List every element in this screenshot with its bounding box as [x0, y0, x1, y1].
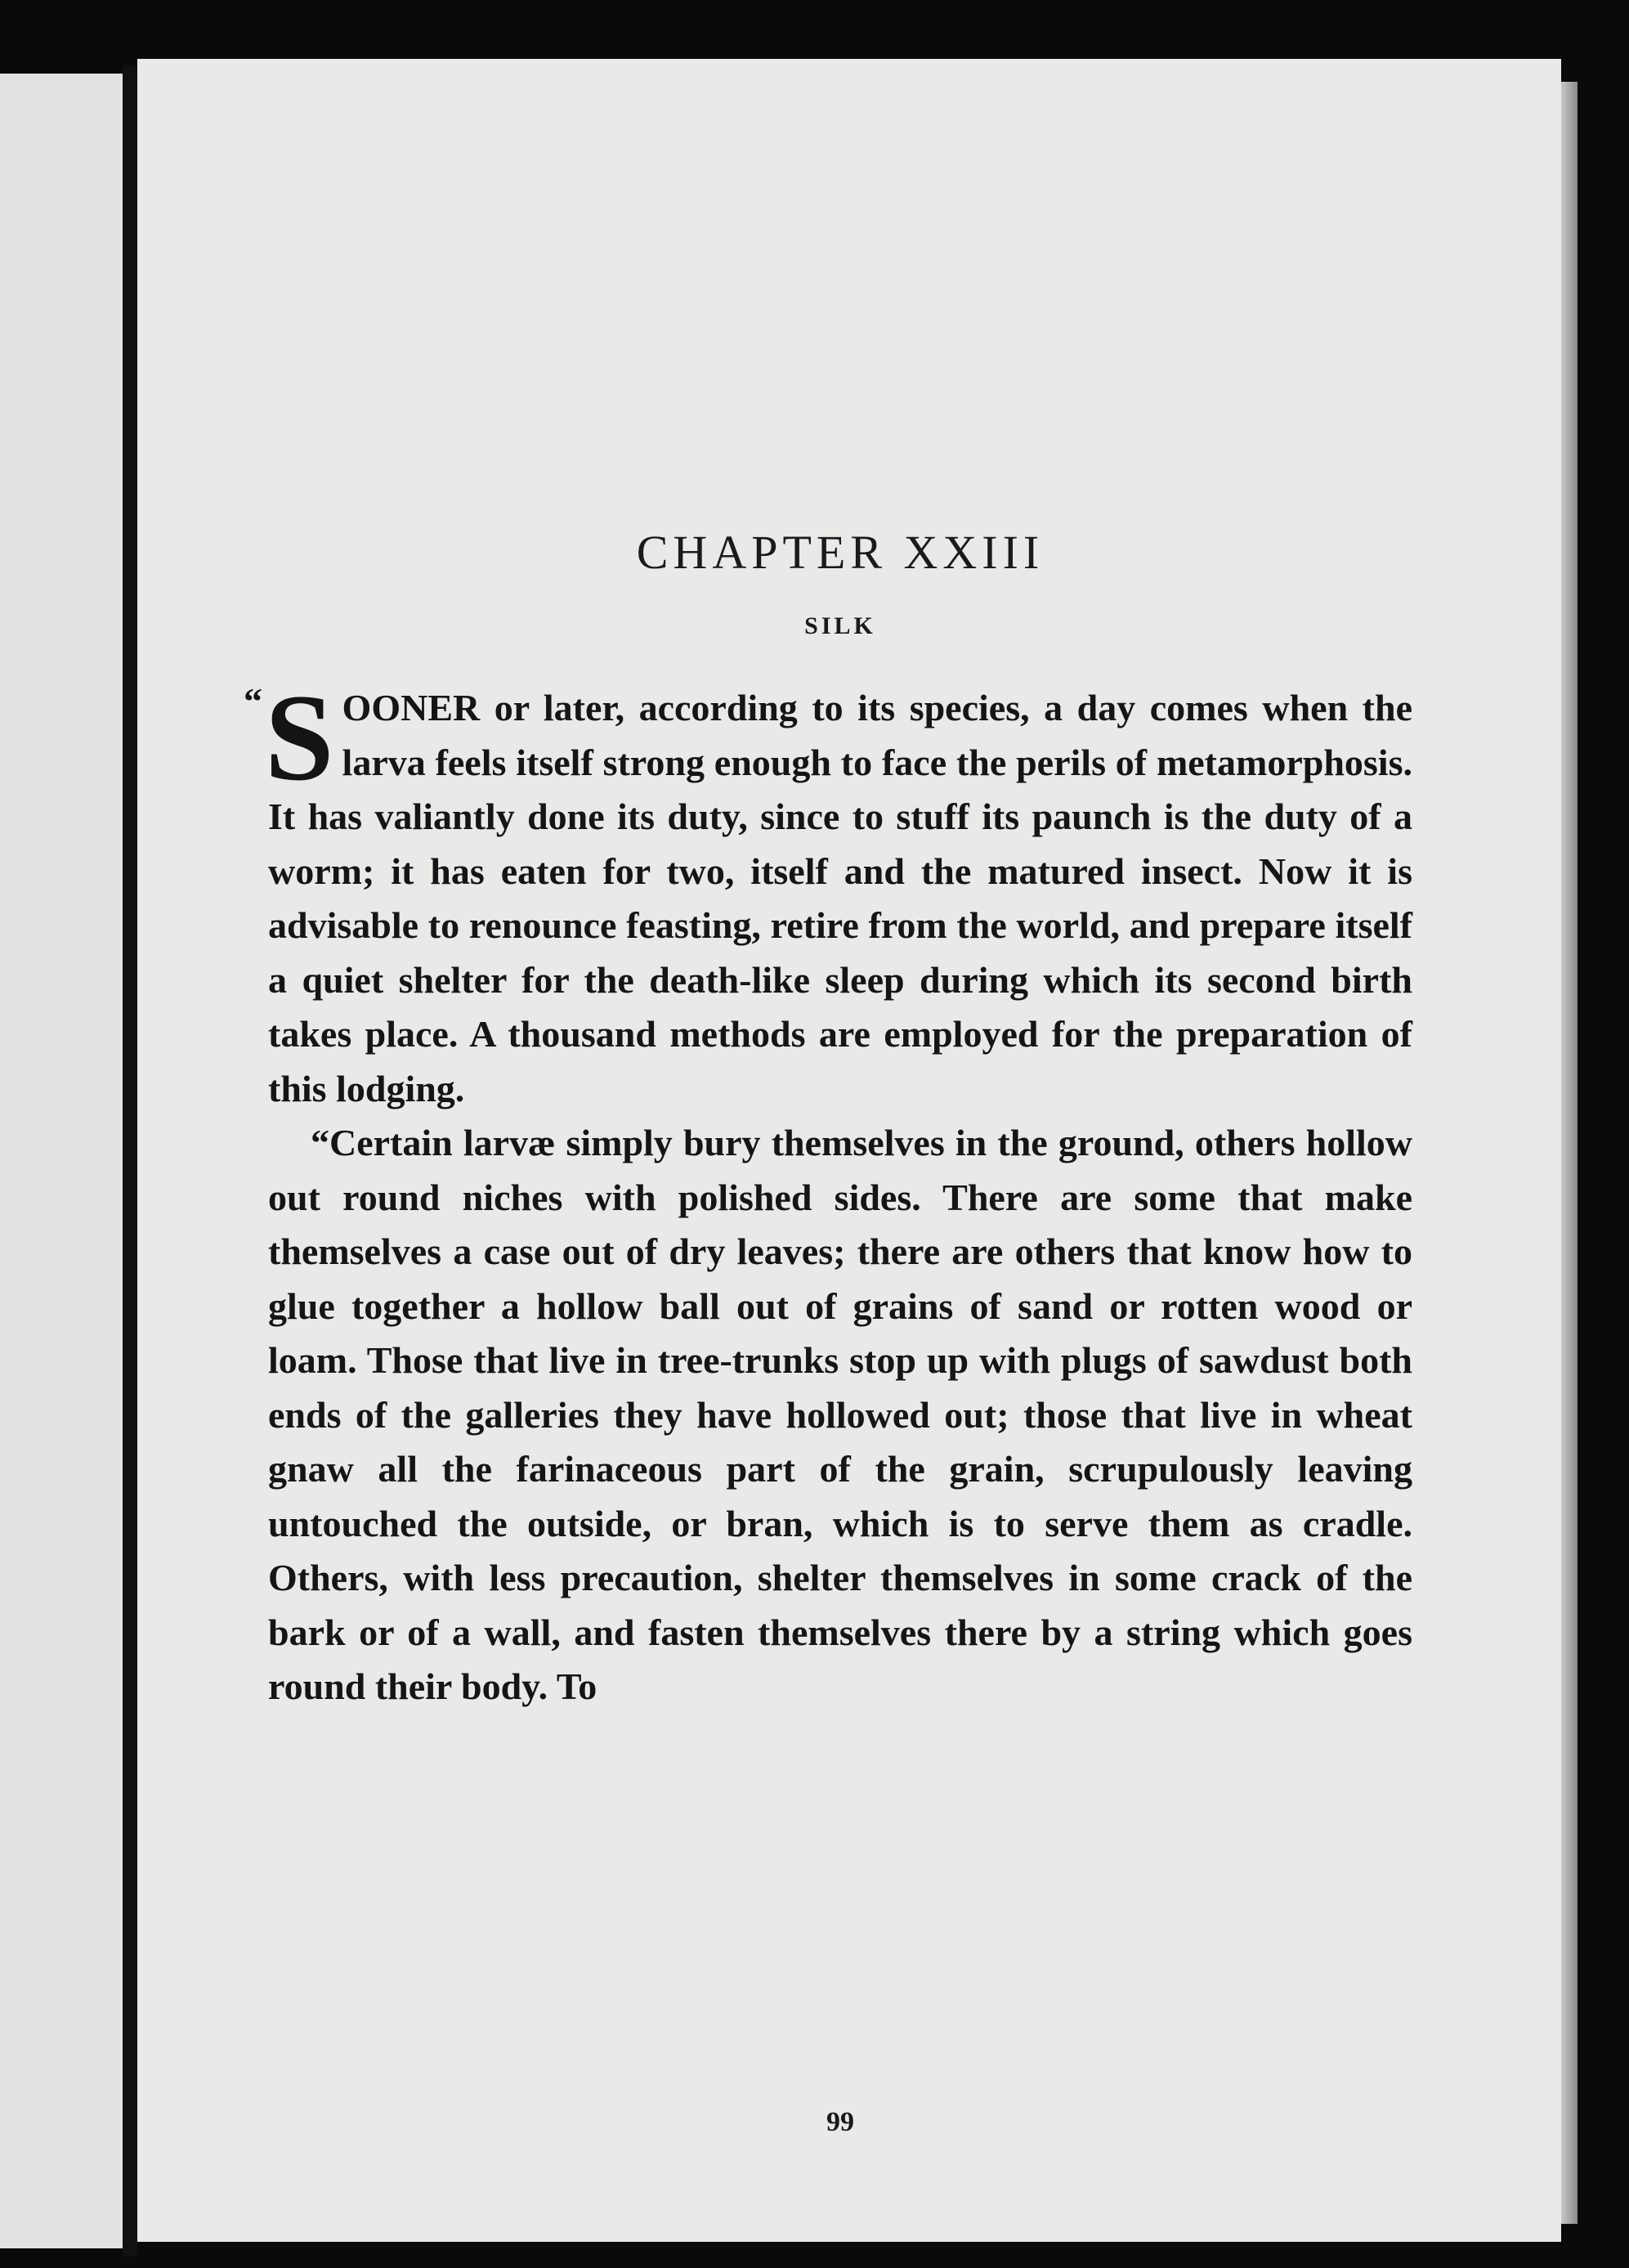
opening-quote-mark: “ [244, 680, 262, 722]
page-number: 99 [826, 2107, 854, 2137]
body-text [244, 669, 1412, 1714]
drop-cap-letter: S [265, 669, 334, 806]
paragraph-opening [244, 669, 1412, 1116]
book-page [137, 59, 1561, 2242]
chapter-heading: CHAPTER XXIII [636, 526, 1045, 579]
opening-paragraph-text: OONER or later, according to its species, a day comes when the larva feels itself strong enough to face the perils of metamorphosis. It has valiantly done its duty, since to stuff its paunch is the duty of a worm; it has eaten for two, itself and the matured insect. Now it is advisable to renounce feasting, retire from the world, and prepare itself a quiet shelter for the death-like sleep during which its second birth takes place. A thousand methods are employed for the preparation of this lodging. [268, 687, 1412, 1109]
paragraph-second: “Certain larvæ simply bury themselves in the ground, others hollow out round niches with polished sides. There are some that make themselves a case out of dry leaves; there are others that know how to glue together a hollow ball out of grains of sand or rotten wood or loam. Those that live in tree-trunks stop up with plugs of sawdust both ends of the galleries they have hollowed out; those that live in wheat gnaw all the farinaceous part of the grain, scrupulously leaving untouched the outside, or bran, which is to serve them as cradle. Others, with less precaution, shelter themselves in some crack of the bark or of a wall, and fasten themselves there by a string which goes round their body. To [268, 1122, 1412, 1707]
gutter-shadow [123, 65, 137, 2257]
page-fore-edge [1561, 82, 1578, 2224]
page-content [244, 525, 1412, 2137]
bottom-shadow [137, 2242, 1576, 2268]
facing-page-edge [0, 74, 123, 2248]
chapter-subtitle: SILK [804, 612, 876, 639]
